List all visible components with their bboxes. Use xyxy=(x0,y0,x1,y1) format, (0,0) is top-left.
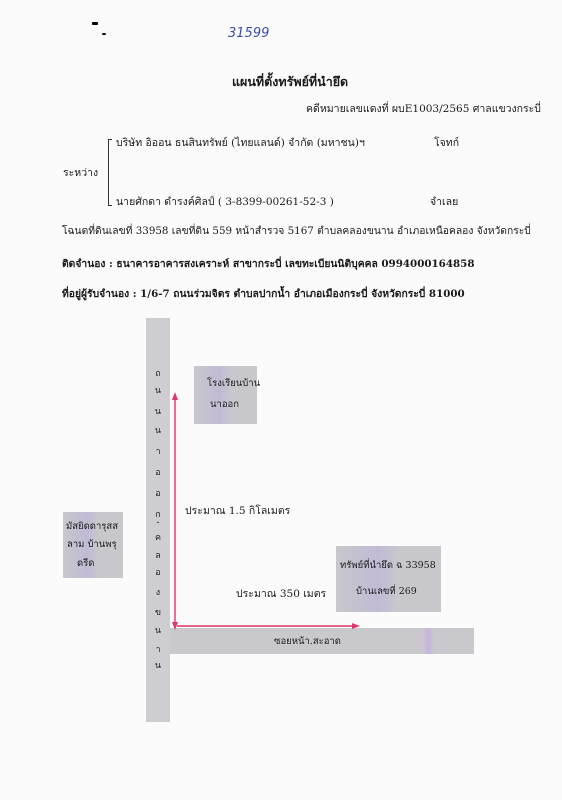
defendant-role: จำเลย xyxy=(430,196,459,208)
title-deed-line: โฉนดที่ดินเลขที่ 33958 เลขที่ดิน 559 หน้าสำรวจ 5167 ตำบลคลองขนาน อำเภอเหนือคลอง จังหวัดกระบี่ xyxy=(62,225,531,237)
road-letter: า xyxy=(155,645,161,655)
road-letter: - xyxy=(156,518,160,528)
distance-vertical-label: ประมาณ 1.5 กิโลเมตร xyxy=(185,505,291,517)
between-label: ระหว่าง xyxy=(63,167,99,179)
school-label-line: โรงเรียนบ้าน xyxy=(207,378,261,389)
road-letter: น xyxy=(154,626,162,636)
road-letter: ถ xyxy=(155,369,161,379)
road-letter: ง xyxy=(155,588,161,598)
mortgagee-address-line: ที่อยู่ผู้รับจำนอง : 1/6-7 ถนนร่วมจิตร ตำบลปากน้ำ อำเภอเมืองกระบี่ จังหวัดกระบี่ 81000 xyxy=(62,288,465,300)
property-label-line: บ้านเลขที่ 269 xyxy=(356,586,417,597)
case-number-line: คดีหมายเลขแดงที่ ผบE1003/2565 ศาลแขวงกระบี่ xyxy=(306,103,541,115)
road-letter: น xyxy=(154,407,162,417)
mosque-label-line: ลาม บ้านพรุ xyxy=(67,539,117,550)
document-title: แผนที่ตั้งทรัพย์ที่นำยึด xyxy=(232,74,349,89)
plaintiff-role: โจทก์ xyxy=(434,137,460,149)
school-label-line: นาออก xyxy=(210,399,239,410)
plaintiff-name: บริษัท อิออน ธนสินทรัพย์ (ไทยแลนด์) จำกัด (มหาชน)ฯ xyxy=(116,137,365,149)
mosque-label-line: มัสยิดดารุสส xyxy=(66,521,118,532)
mortgage-contact-line: ติดจำนอง : ธนาคารอาคารสงเคราะห์ สาขากระบี่ เลขทะเบียนนิติบุคคล 0994000164858 xyxy=(62,258,475,270)
handwritten-number: 31599 xyxy=(228,26,270,41)
road-letter: ค xyxy=(154,533,162,543)
road-letter: ล xyxy=(155,551,161,561)
mosque-label-line: ดรีด xyxy=(77,558,95,569)
road-letter: อ xyxy=(155,468,161,478)
road-letter: น xyxy=(154,386,162,396)
road-letter: ข xyxy=(154,608,162,618)
side-road-label: ซอยหน้า.สะอาด xyxy=(274,636,341,647)
road-letter: อ xyxy=(155,568,161,578)
arrowhead-right xyxy=(352,623,360,629)
road-letter: อ xyxy=(155,489,161,499)
road-letter: ก xyxy=(155,510,161,520)
distance-horizontal-label: ประมาณ 350 เมตร xyxy=(236,588,327,600)
road-letter: า xyxy=(155,447,161,457)
arrowhead-up xyxy=(172,392,178,400)
road-letter: น xyxy=(154,661,162,671)
road-letter: น xyxy=(154,426,162,436)
property-label-line: ทรัพย์ที่นำยึด ฉ 33958 xyxy=(340,560,436,571)
defendant-name: นายศักดา ดำรงค์ศิลป์ ( 3-8399-00261-52-3 ) xyxy=(116,196,334,208)
